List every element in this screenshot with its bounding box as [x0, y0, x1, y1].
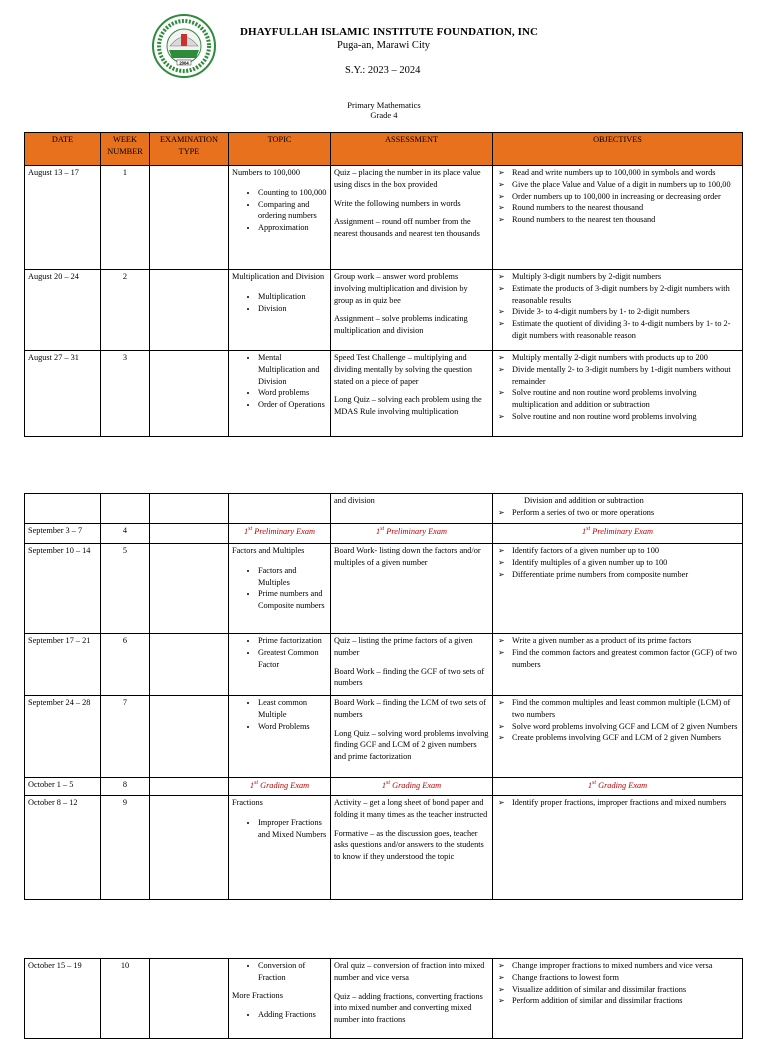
objectives-cell — [493, 959, 743, 1039]
objective-item: ➢ Solve routine and non routine word problems involving — [512, 411, 739, 423]
topic-item: • Prime factorization — [258, 635, 327, 647]
assessment-cell — [331, 959, 493, 1039]
objective-item: ➢ Perform a series of two or more operations — [512, 507, 739, 519]
week-cell: 10 — [101, 959, 150, 1039]
table-row — [25, 494, 743, 524]
assessment-item: Long Quiz – solving word problems involving finding GCF and LCM of 2 given numbers and prime factorization — [334, 728, 489, 762]
topic-item: • Conversion of Fraction — [258, 960, 327, 984]
column-header-topic: TOPIC — [229, 133, 331, 166]
objective-item: ➢ Give the place Value and Value of a digit in numbers up to 100,00 — [512, 179, 739, 191]
assessment-item: Formative – as the discussion goes, teacher asks questions and/or answers to the students to know if they understood the topic — [334, 828, 484, 862]
topic-title: More Fractions — [232, 990, 283, 1000]
objective-item: ➢ Create problems involving GCF and LCM of 2 given Numbers — [512, 732, 739, 744]
date-cell: September 3 – 7 — [25, 524, 101, 544]
assessment-item: Write the following numbers in words — [334, 198, 461, 208]
exam-cell — [150, 696, 229, 778]
objectives-cell — [493, 494, 743, 524]
subject-title: Primary Mathematics — [347, 100, 421, 110]
assessment-item: Board Work – finding the LCM of two sets of numbers — [334, 698, 486, 719]
table-row — [25, 166, 743, 270]
topic-item: • Division — [258, 303, 327, 315]
exam-cell — [150, 634, 229, 696]
exam-cell — [150, 351, 229, 437]
topic-cell — [229, 166, 331, 270]
curriculum-table-page-2 — [24, 493, 743, 900]
column-header-week: WEEK NUMBER — [101, 133, 150, 166]
date-cell: September 24 – 28 — [25, 696, 101, 778]
exam-cell — [150, 796, 229, 900]
assessment-item: Activity – get a long sheet of bond paper and folding it many times as the teacher instructed — [334, 798, 488, 819]
assessment-cell — [331, 270, 493, 351]
topic-list — [232, 1009, 327, 1021]
objectives-cell — [493, 351, 743, 437]
topic-list — [232, 352, 327, 411]
week-cell: 2 — [101, 270, 150, 351]
week-cell — [101, 494, 150, 524]
table-row — [25, 270, 743, 351]
objectives-list — [496, 960, 739, 1007]
table-header-row — [25, 133, 743, 166]
table-row — [25, 696, 743, 778]
topic-cell — [229, 544, 331, 634]
week-cell: 3 — [101, 351, 150, 437]
topic-cell — [229, 494, 331, 524]
table-row — [25, 796, 743, 900]
objective-item: ➢ Differentiate prime numbers from composite number — [512, 569, 739, 581]
objectives-list — [496, 352, 739, 423]
date-cell: October 15 – 19 — [25, 959, 101, 1039]
date-cell: August 20 – 24 — [25, 270, 101, 351]
topic-list — [232, 187, 327, 234]
objectives-cell — [493, 634, 743, 696]
exam-cell — [150, 494, 229, 524]
objectives-list — [496, 797, 739, 809]
assessment-cell — [331, 544, 493, 634]
objectives-list — [496, 545, 739, 580]
column-header-exam-type: EXAMINATION TYPE — [150, 133, 229, 166]
exam-label: 1st Preliminary Exam — [331, 524, 493, 544]
date-cell: August 13 – 17 — [25, 166, 101, 270]
organization-address: Puga-an, Marawi City — [337, 40, 431, 51]
table-row — [25, 634, 743, 696]
column-header-assessment: ASSESSMENT — [331, 133, 493, 166]
assessment-item: Assignment – round off number from the nearest thousands and nearest ten thousands — [334, 217, 480, 239]
topic-title: Factors and Multiples — [232, 546, 305, 555]
objective-item: ➢ Multiply mentally 2-digit numbers with products up to 200 — [512, 352, 739, 364]
objective-item: ➢ Estimate the products of 3-digit numbers by 2-digit numbers with reasonable results — [512, 283, 739, 307]
assessment-item: and division — [334, 496, 375, 505]
topic-item: • Word problems — [258, 387, 327, 399]
objective-item: ➢ Write a given number as a product of its prime factors — [512, 635, 739, 647]
objective-item: ➢ Estimate the quotient of dividing 3- to 4-digit numbers by 1- to 2- digit numbers with reasonable reason — [512, 318, 739, 342]
assessment-item: Board Work- listing down the factors and/or multiples of a given number — [334, 546, 481, 567]
objective-item: ➢ Round numbers to the nearest ten thousand — [512, 214, 739, 226]
topic-item: • Factors and Multiples — [258, 565, 327, 589]
school-seal-icon — [152, 12, 216, 82]
date-cell: October 8 – 12 — [25, 796, 101, 900]
date-cell: September 10 – 14 — [25, 544, 101, 634]
topic-item: • Greatest Common Factor — [258, 647, 327, 671]
exam-label: 1st Preliminary Exam — [493, 524, 743, 544]
topic-list — [232, 817, 327, 841]
exam-label: 1st Grading Exam — [331, 778, 493, 796]
topic-list — [232, 291, 327, 315]
assessment-cell — [331, 494, 493, 524]
objective-item: ➢ Divide mentally 2- to 3-digit numbers by 1-digit numbers without remainder — [512, 364, 739, 388]
exam-label: 1st Grading Exam — [229, 778, 331, 796]
table-row — [25, 351, 743, 437]
topic-title: Fractions — [232, 798, 263, 807]
curriculum-table-page-1 — [24, 132, 743, 437]
seal-year: 2004 — [179, 60, 189, 66]
objective-item: ➢ Change improper fractions to mixed numbers and vice versa — [512, 960, 739, 972]
objective-item: ➢ Visualize addition of similar and dissimilar fractions — [512, 984, 739, 996]
topic-item: • Counting to 100,000 — [258, 187, 327, 199]
topic-cell — [229, 959, 331, 1039]
objectives-list — [496, 271, 739, 342]
objective-item: ➢ Identify factors of a given number up to 100 — [512, 545, 739, 557]
objectives-cell — [493, 696, 743, 778]
week-cell: 5 — [101, 544, 150, 634]
week-cell: 8 — [101, 778, 150, 796]
objective-item: ➢ Read and write numbers up to 100,000 in symbols and words — [512, 167, 739, 179]
assessment-item: Quiz – listing the prime factors of a given number — [334, 636, 473, 657]
topic-item: • Improper Fractions and Mixed Numbers — [258, 817, 327, 841]
table-row — [25, 544, 743, 634]
objective-item: ➢ Identify multiples of a given number up to 100 — [512, 557, 739, 569]
week-cell: 4 — [101, 524, 150, 544]
exam-cell — [150, 778, 229, 796]
objectives-cell — [493, 270, 743, 351]
assessment-item: Quiz – adding fractions, converting fractions into mixed number and converting mixed number into fractions — [334, 991, 483, 1025]
column-header-date: DATE — [25, 133, 101, 166]
school-year: S.Y.: 2023 – 2024 — [345, 65, 421, 76]
assessment-cell — [331, 796, 493, 900]
assessment-cell — [331, 166, 493, 270]
assessment-item: Assignment – solve problems indicating multiplication and division — [334, 314, 468, 336]
topic-title: Multiplication and Division — [232, 272, 325, 281]
table-row — [25, 778, 743, 796]
document-header — [0, 0, 768, 128]
objective-item: ➢ Find the common multiples and least common multiple (LCM) of two numbers — [512, 697, 739, 721]
date-cell: August 27 – 31 — [25, 351, 101, 437]
assessment-cell — [331, 351, 493, 437]
topic-item: • Multiplication — [258, 291, 327, 303]
topic-cell — [229, 351, 331, 437]
objectives-list — [496, 167, 739, 226]
topic-cell — [229, 634, 331, 696]
topic-item: • Order of Operations — [258, 399, 327, 411]
exam-cell — [150, 524, 229, 544]
topic-item: • Approximation — [258, 222, 327, 234]
topic-item: • Adding Fractions — [258, 1009, 327, 1021]
exam-cell — [150, 959, 229, 1039]
assessment-item: Oral quiz – conversion of fraction into mixed number and vice versa — [334, 961, 485, 982]
organization-name: DHAYFULLAH ISLAMIC INSTITUTE FOUNDATION, INC — [240, 26, 539, 38]
objective-item: ➢ Multiply 3-digit numbers by 2-digit numbers — [512, 271, 739, 283]
assessment-cell — [331, 696, 493, 778]
week-cell: 7 — [101, 696, 150, 778]
assessment-item: Speed Test Challenge – multiplying and dividing mentally by solving the question stated on a piece of paper — [334, 353, 473, 386]
objectives-cell — [493, 796, 743, 900]
topic-item: • Mental Multiplication and Division — [258, 352, 327, 387]
objective-item: ➢ Solve routine and non routine word problems involving multiplication and addition or subtraction — [512, 387, 739, 411]
assessment-item: Long Quiz – solving each problem using the MDAS Rule involving multiplication — [334, 395, 482, 417]
objectives-list — [496, 635, 739, 670]
objective-item: ➢ Change fractions to lowest form — [512, 972, 739, 984]
objective-item: ➢ Perform addition of similar and dissimilar fractions — [512, 995, 739, 1007]
table-row — [25, 959, 743, 1039]
table-row — [25, 524, 743, 544]
topic-cell — [229, 796, 331, 900]
date-cell: September 17 – 21 — [25, 634, 101, 696]
week-cell: 1 — [101, 166, 150, 270]
topic-item: • Prime numbers and Composite numbers — [258, 588, 327, 612]
date-cell: October 1 – 5 — [25, 778, 101, 796]
objective-item: ➢ Find the common factors and greatest common factor (GCF) of two numbers — [512, 647, 739, 671]
grade-level: Grade 4 — [370, 110, 398, 120]
topic-item: • Least common Multiple — [258, 697, 327, 721]
objective-continuation: Division and addition or subtraction — [524, 496, 644, 505]
exam-label: 1st Grading Exam — [493, 778, 743, 796]
week-cell: 9 — [101, 796, 150, 900]
topic-list — [232, 565, 327, 612]
topic-title: Numbers to 100,000 — [232, 168, 300, 177]
objectives-cell — [493, 544, 743, 634]
topic-list — [232, 697, 327, 732]
topic-list — [232, 635, 327, 670]
topic-cell — [229, 696, 331, 778]
exam-cell — [150, 166, 229, 270]
objectives-list — [496, 507, 739, 519]
column-header-objectives: OBJECTIVES — [493, 133, 743, 166]
exam-label: 1st Preliminary Exam — [229, 524, 331, 544]
topic-item: • Word Problems — [258, 721, 327, 733]
objectives-list — [496, 697, 739, 744]
curriculum-table-page-3 — [24, 958, 743, 1039]
date-cell — [25, 494, 101, 524]
exam-cell — [150, 544, 229, 634]
topic-item: • Comparing and ordering numbers — [258, 199, 327, 223]
objective-item: ➢ Divide 3- to 4-digit numbers by 1- to 2-digit numbers — [512, 306, 739, 318]
objective-item: ➢ Round numbers to the nearest thousand — [512, 202, 739, 214]
objectives-cell — [493, 166, 743, 270]
assessment-item: Group work – answer word problems involving multiplication and division by group as in quiz bee — [334, 272, 468, 305]
objective-item: ➢ Identify proper fractions, improper fractions and mixed numbers — [512, 797, 739, 809]
objective-item: ➢ Solve word problems involving GCF and LCM of 2 given Numbers — [512, 721, 739, 733]
objective-item: ➢ Order numbers up to 100,000 in increasing or decreasing order — [512, 191, 739, 203]
exam-cell — [150, 270, 229, 351]
assessment-cell — [331, 634, 493, 696]
week-cell: 6 — [101, 634, 150, 696]
topic-cell — [229, 270, 331, 351]
assessment-item: Quiz – placing the number in its place value using discs in the box provided — [334, 168, 481, 189]
assessment-item: Board Work – finding the GCF of two sets of numbers — [334, 666, 485, 688]
topic-list — [232, 960, 327, 984]
